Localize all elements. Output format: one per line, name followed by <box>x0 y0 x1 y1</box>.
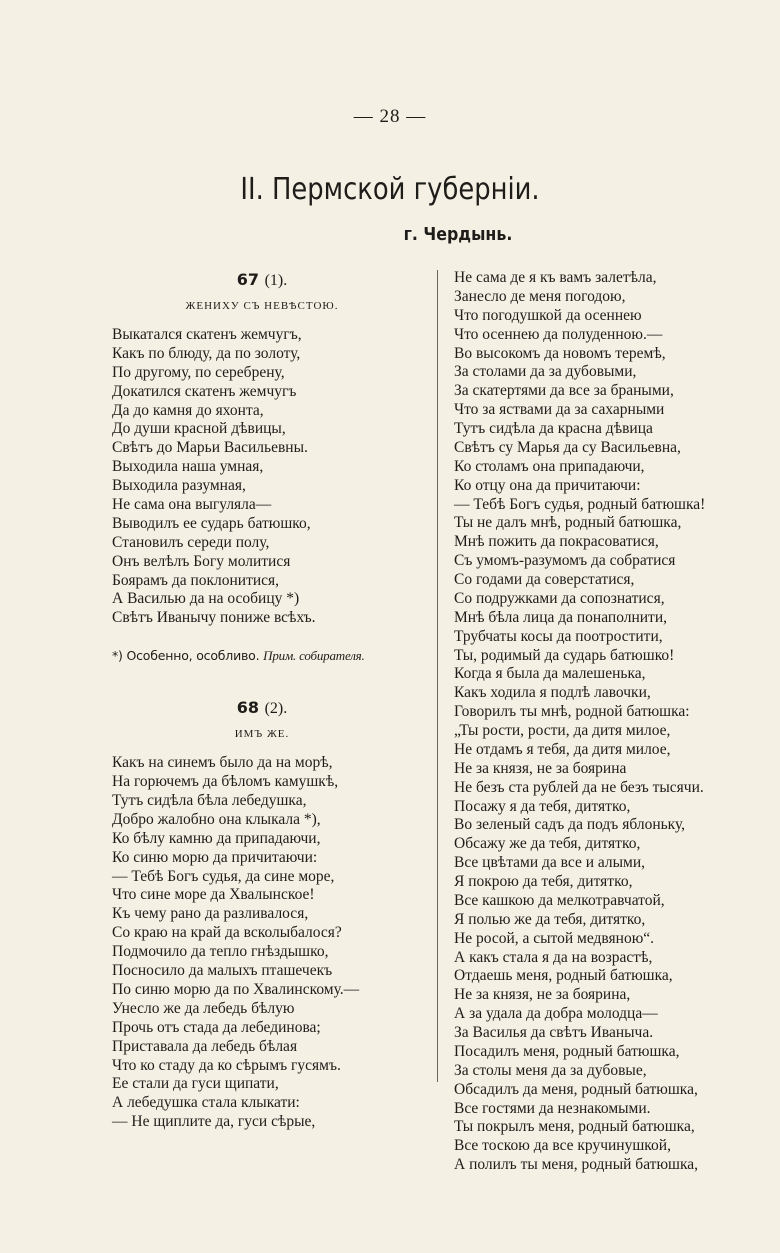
verse-line: Добро жалобно она клыкала *), <box>112 810 321 828</box>
verse-line: Со годами да соверстатися, <box>454 571 635 588</box>
left-column <box>112 268 412 1132</box>
verse-line: За столами да за дубовыми, <box>454 363 637 381</box>
verse-line: Не безъ ста рублей да не безъ тысячи. <box>454 778 704 796</box>
verse-line: По другому, по серебрену, <box>112 363 285 381</box>
column-divider <box>437 270 438 1082</box>
verse-line: А лебедушка стала клыкати: <box>112 1094 300 1112</box>
verse-line: Прочь отъ стада да лебединова; <box>112 1018 321 1036</box>
poem-number-sub: (2). <box>264 700 288 718</box>
verse-line: Занесло де меня погодою, <box>454 287 626 305</box>
page-number: — 28 — <box>353 106 427 127</box>
poem-number-value: 67 <box>236 270 260 289</box>
poem-verse <box>112 326 412 628</box>
verse-line: Все гостями да незнакомыми. <box>454 1099 651 1117</box>
verse-line: — Не щиплите да, гуси сѣрые, <box>112 1113 316 1131</box>
poem-number-value: 68 <box>236 698 260 718</box>
verse-line: Свѣтъ до Марьи Васильевны. <box>112 439 308 457</box>
verse-line: „Ты рости, рости, да дитя милое, <box>454 722 671 739</box>
verse-line: Приставала да лебедь бѣлая <box>112 1037 298 1055</box>
verse-line: Подмочило да тепло гнѣздышко, <box>112 943 329 961</box>
verse-line: Да до камня до яхонта, <box>112 401 264 419</box>
verse-line: Что погодушкой да осеннею <box>454 306 642 324</box>
verse-line: — Тебѣ Богъ судья, да сине море, <box>112 867 335 885</box>
poem-verse <box>112 754 412 1132</box>
verse-line: Къ чему рано да разливалося, <box>112 905 309 923</box>
verse-line: А какъ стала я да на возрастѣ, <box>454 948 653 966</box>
verse-line: А за удала да добра молодца— <box>454 1005 658 1023</box>
verse-line: Какъ по блюду, да по золоту, <box>112 344 301 362</box>
verse-line: Съ умомъ-разумомъ да собратися <box>454 552 676 570</box>
verse-line: Мнѣ бѣла лица да понаполнити, <box>454 608 668 626</box>
verse-line: Какъ ходила я подлѣ лавочки, <box>454 684 651 702</box>
verse-line: Не росой, а сытой медвяною“. <box>454 929 655 947</box>
poem-number <box>112 268 412 292</box>
verse-line: Докатился скатенъ жемчугъ <box>112 382 297 400</box>
verse-line: Что осеннею да полуденною.— <box>454 325 663 343</box>
verse-line: За Василья да свѣтъ Иваныча. <box>454 1024 654 1041</box>
verse-line: Ты не далъ мнѣ, родный батюшка, <box>454 514 682 532</box>
verse-line: Не отдамъ я тебя, да дитя милое, <box>454 740 671 758</box>
verse-line: Не за князя, не за боярина <box>454 759 627 777</box>
verse-line: Мнѣ пожить да покрасоватися, <box>454 533 659 551</box>
verse-line: А Василью да на особицу *) <box>112 590 300 608</box>
verse-line: По синю морю да по Хвалинскому.— <box>112 980 360 998</box>
verse-line: Ты, родимый да сударь батюшко! <box>454 646 675 664</box>
footnote-attribution: Прим. собирателя. <box>263 648 365 664</box>
verse-line: Ко столамъ она припадаючи, <box>454 457 645 475</box>
verse-line: Что ко стаду да ко сѣрымъ гусямъ. <box>112 1056 341 1074</box>
verse-line: Не сама она выгуляла— <box>112 496 272 514</box>
verse-line: Унесло же да лебедь бѣлую <box>112 999 295 1017</box>
verse-line: Во высокомъ да новомъ теремѣ, <box>454 344 666 362</box>
verse-line: Я полью же да тебя, дитятко, <box>454 910 646 928</box>
verse-line: Со краю на край да всколыбалося? <box>112 924 342 942</box>
verse-line: Какъ на синемъ было да на морѣ, <box>112 754 333 772</box>
footnote <box>112 648 412 664</box>
verse-line: Ко синю морю да причитаючи: <box>112 848 318 866</box>
verse-line: Во зеленый садъ да подъ яблоньку, <box>454 816 686 834</box>
verse-line: На горючемъ да бѣломъ камушкѣ, <box>112 773 339 791</box>
verse-line: Все цвѣтами да все и алыми, <box>454 854 646 872</box>
verse-line: Ко отцу она да причитаючи: <box>454 476 641 494</box>
poem-block <box>112 696 412 1132</box>
verse-line: Трубчаты косы да поотростити, <box>454 627 663 645</box>
verse-line: Онъ велѣлъ Богу молитися <box>112 552 291 570</box>
verse-line: Свѣтъ су Марья да су Васильевна, <box>454 438 681 456</box>
verse-line: За скатертями да все за браными, <box>454 382 674 400</box>
verse-line: За столы меня да за дубовые, <box>454 1061 647 1079</box>
verse-line: Что сине море да Хвалынское! <box>112 886 315 904</box>
verse-line: Свѣтъ Иванычу пониже всѣхъ. <box>112 609 316 627</box>
verse-line: Выводилъ ее сударь батюшко, <box>112 514 311 532</box>
verse-line: Ты покрылъ меня, родный батюшка, <box>454 1118 695 1136</box>
verse-line: Не за князя, не за боярина, <box>454 986 631 1004</box>
verse-line: Тутъ сидѣла бѣла лебедушка, <box>112 792 307 810</box>
right-column <box>454 269 774 1175</box>
verse-line: Тутъ сидѣла да красна дѣвица <box>454 420 653 437</box>
poem-number <box>112 696 412 720</box>
verse-line: Ко бѣлу камню да припадаючи, <box>112 829 321 847</box>
verse-line: Обсажу же да тебя, дитятко, <box>454 835 641 853</box>
verse-line: Посадилъ меня, родный батюшка, <box>454 1042 680 1060</box>
verse-line: Выкатался скатенъ жемчугъ, <box>112 326 302 343</box>
verse-line: — Тебѣ Богъ судья, родный батюшка! <box>454 495 706 513</box>
verse-line: Когда я была да малешенька, <box>454 665 646 683</box>
verse-line: Все кашкою да мелкотравчатой, <box>454 891 665 909</box>
verse-line: Поcносило да малыхъ пташечекъ <box>112 962 333 980</box>
poem-heading: ИМЪ ЖЕ. <box>234 728 290 741</box>
verse-line: Я покрою да тебя, дитятко, <box>454 873 633 890</box>
verse-line: Обсадилъ да меня, родный батюшка, <box>454 1080 698 1098</box>
verse-line: Боярамъ да поклонитися, <box>112 571 280 589</box>
verse-line: Что за яствами да за сахарными <box>454 401 665 419</box>
verse-line: Посажу я да тебя, дитятко, <box>454 797 631 815</box>
verse-line: Говорилъ ты мнѣ, родной батюшка: <box>454 703 690 721</box>
verse-line: А полилъ ты меня, родный батюшка, <box>454 1156 699 1174</box>
verse-line: Все тоскою да все кручинушкой, <box>454 1137 671 1155</box>
verse-line: Выходила наша умная, <box>112 458 264 476</box>
verse-line: Со подружками да сопознатися, <box>454 589 665 607</box>
section-title: II. Пермской губерніи. <box>240 172 540 207</box>
verse-line: Не сама де я къ вамъ залетѣла, <box>454 269 657 286</box>
verse-line: Становилъ середи полу, <box>112 533 270 551</box>
poem-number-sub: (1). <box>264 272 288 289</box>
verse-line: Выходила разумная, <box>112 477 246 495</box>
verse-line: До души красной дѣвицы, <box>112 420 286 438</box>
poem-heading: ЖЕНИХУ СЪ НЕВѢСТОЮ. <box>185 300 339 312</box>
poem-block <box>112 268 412 664</box>
footnote-text: *) Особенно, особливо. <box>112 648 260 664</box>
verse-line: Отдаешь меня, родный батюшка, <box>454 967 673 985</box>
verse-line: Ее стали да гуси щипати, <box>112 1075 279 1093</box>
place-subtitle: г. Чердынь. <box>403 224 513 245</box>
